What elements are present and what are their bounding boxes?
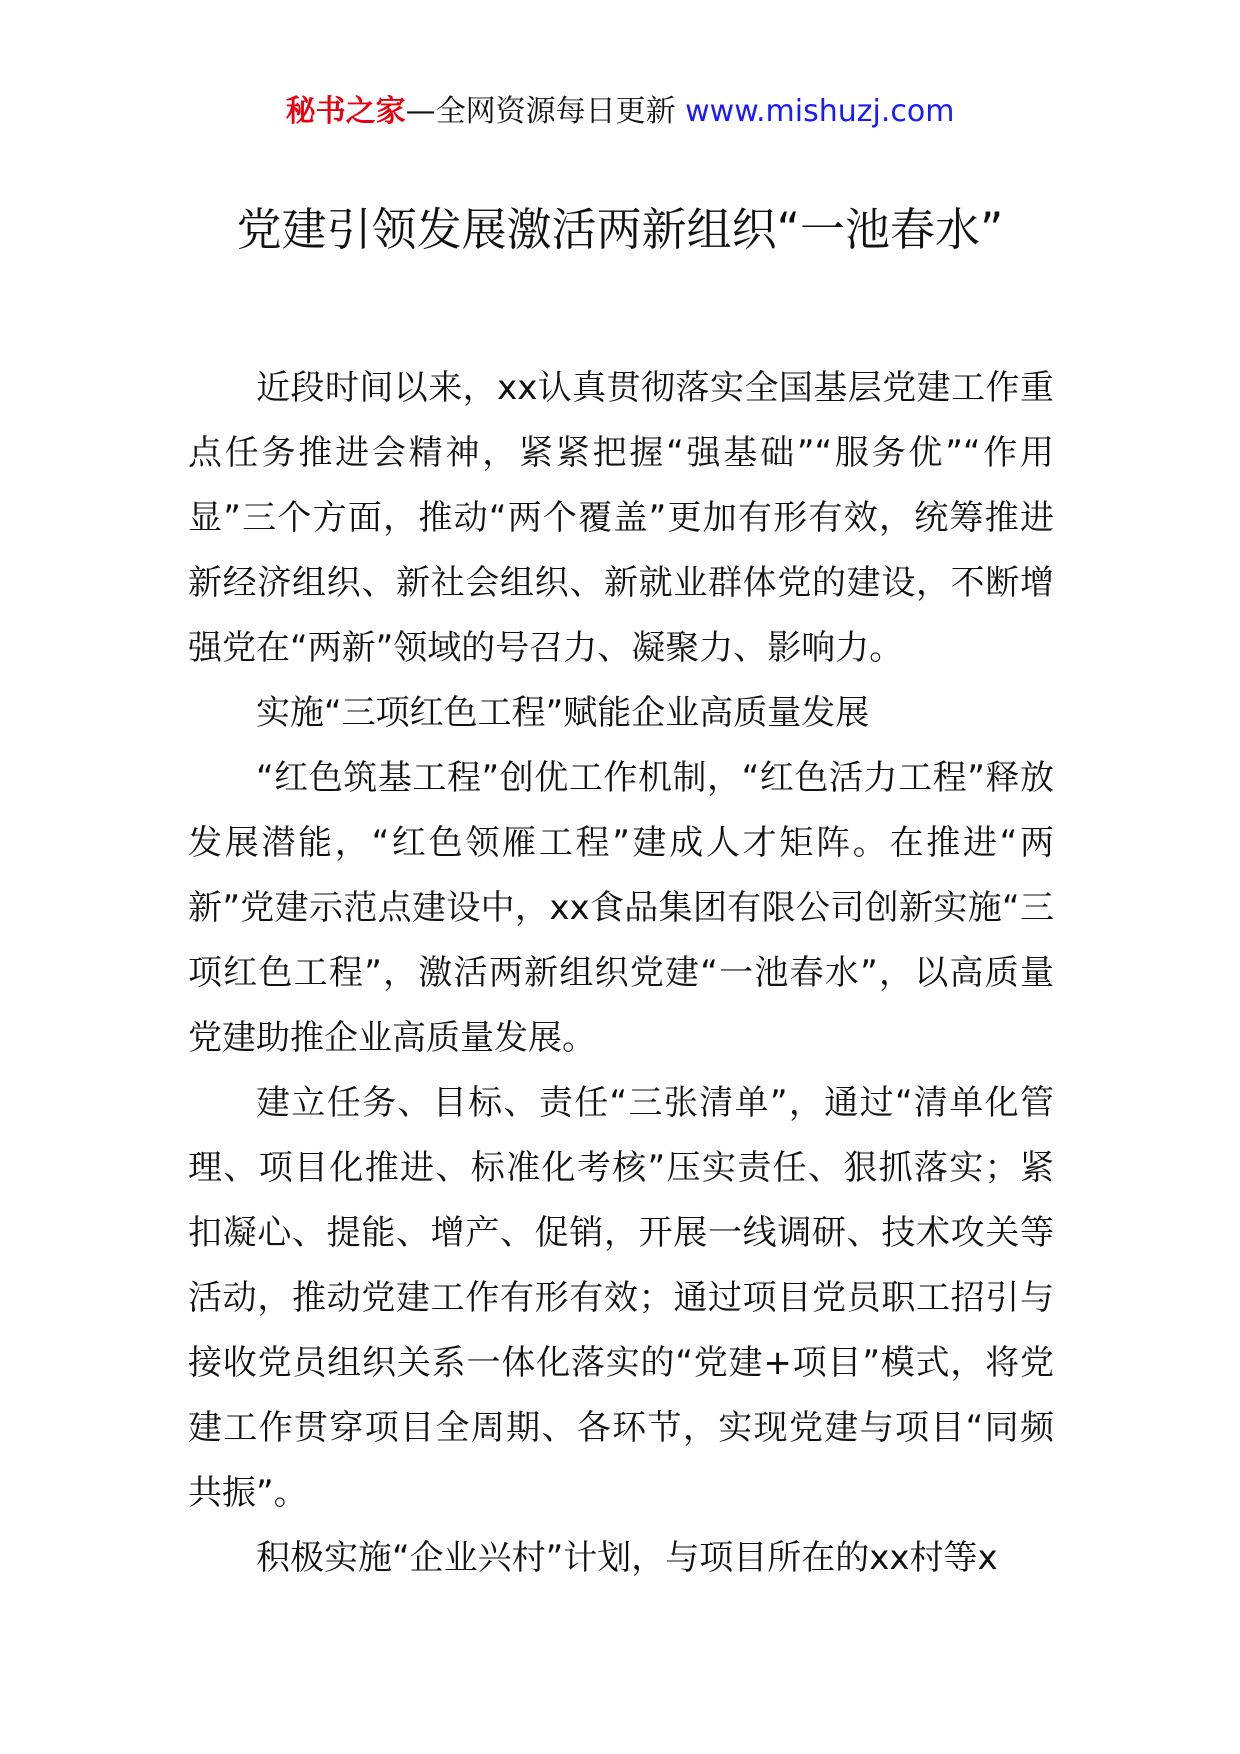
paragraph-red-projects: “红色筑基工程”创优工作机制，“红色活力工程”释放发展潜能，“红色领雁工程”建成人才矩阵。在推进“两新”党建示范点建设中，xx食品集团有限公司创新实施“三项红色工程”，激活两新组织党建“一池春水”，以高质量党建助推企业高质量发展。 xyxy=(188,758,1054,1058)
document-title: 党建引领发展激活两新组织“一池春水” xyxy=(236,203,1004,256)
site-slogan: —全网资源每日更新 xyxy=(405,94,686,129)
section-heading: 实施“三项红色工程”赋能企业高质量发展 xyxy=(256,693,870,733)
site-header xyxy=(0,92,1240,132)
document-body xyxy=(188,356,1054,1591)
site-brand: 秘书之家 xyxy=(285,94,406,129)
paragraph-three-lists: 建立任务、目标、责任“三张清单”，通过“清单化管理、项目化推进、标准化考核”压实责任、狠抓落实；紧扣凝心、提能、增产、促销，开展一线调研、技术攻关等活动，推动党建工作有形有效；通过项目党员职工招引与接收党员组织关系一体化落实的“党建+项目”模式，将党建工作贯穿项目全周期、各环节，实现党建与项目“同频共振”。 xyxy=(188,1083,1054,1513)
paragraph-intro: 近段时间以来，xx认真贯彻落实全国基层党建工作重点任务推进会精神，紧紧把握“强基础”“服务优”“作用显”三个方面，推动“两个覆盖”更加有形有效，统筹推进新经济组织、新社会组织、新就业群体党的建设，不断增强党在“两新”领域的号召力、凝聚力、影响力。 xyxy=(188,368,1054,668)
paragraph-enterprise-village: 积极实施“企业兴村”计划，与项目所在的xx村等x xyxy=(256,1538,998,1578)
site-url-link[interactable]: www.mishuzj.com xyxy=(685,94,955,129)
